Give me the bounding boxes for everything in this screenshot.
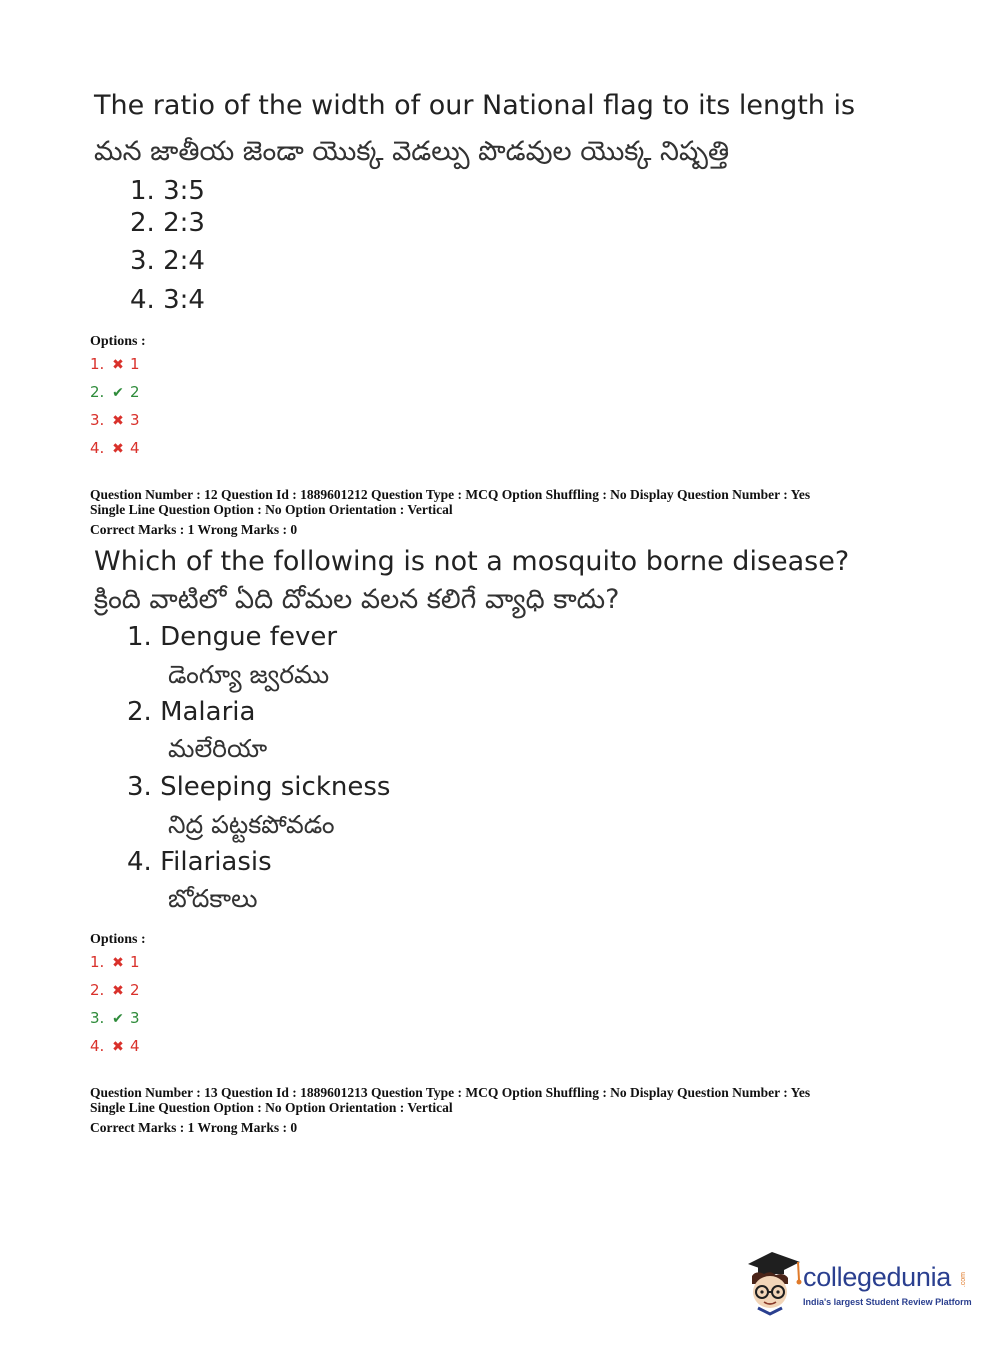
option-row — [90, 1037, 140, 1055]
question-marks: Correct Marks : 1 Wrong Marks : 0 — [90, 522, 298, 537]
wrong-mark-icon: ✖ — [112, 441, 124, 457]
choice-item: 1. Dengue fever — [127, 622, 338, 652]
option-row — [90, 355, 140, 373]
wrong-mark-icon: ✖ — [112, 955, 124, 971]
choice-item: 2. Malaria — [127, 697, 256, 727]
option-value: 1 — [130, 953, 140, 971]
option-number: 2. — [90, 383, 105, 401]
question-meta-line: Question Number : 13 Question Id : 1889601213 Question Type : MCQ Option Shuffling : No Display Question Number : Yes — [90, 1085, 811, 1100]
question-meta-line: Question Number : 12 Question Id : 1889601212 Question Type : MCQ Option Shuffling : No Display Question Number : Yes — [90, 487, 811, 502]
option-value: 2 — [130, 383, 140, 401]
option-number: 2. — [90, 981, 105, 999]
wrong-mark-icon: ✖ — [112, 1039, 124, 1055]
option-value: 2 — [130, 981, 140, 999]
choice-item: 4. Filariasis — [127, 847, 272, 877]
choice-item: 1. 3:5 — [130, 176, 205, 206]
options-label: Options : — [90, 932, 146, 947]
question-meta-line: Single Line Question Option : No Option Orientation : Vertical — [90, 502, 453, 517]
question-11-text-te: మన జాతీయ జెండా యొక్క వెడల్పు పొడవుల యొక్క నిష్పత్తి — [94, 136, 730, 167]
option-row — [90, 981, 140, 999]
choice-item: 3. 2:4 — [130, 246, 205, 276]
logo-domain: .com — [960, 1272, 967, 1288]
option-number: 3. — [90, 411, 105, 429]
question-meta-line: Single Line Question Option : No Option Orientation : Vertical — [90, 1100, 453, 1115]
option-number: 3. — [90, 1009, 105, 1027]
option-value: 4 — [130, 1037, 140, 1055]
choice-item-te: బోదకాలు — [168, 884, 258, 913]
option-row — [90, 383, 140, 401]
option-value: 3 — [130, 411, 140, 429]
option-row — [90, 1009, 140, 1027]
options-label: Options : — [90, 334, 146, 349]
option-number: 1. — [90, 355, 105, 373]
option-number: 1. — [90, 953, 105, 971]
question-12-text-te: క్రింది వాటిలో ఏది దోమల వలన కలిగే వ్యాధి కాదు? — [94, 584, 620, 615]
option-number: 4. — [90, 439, 105, 457]
option-row — [90, 411, 140, 429]
option-row — [90, 439, 140, 457]
collegedunia-logo — [742, 1248, 974, 1318]
wrong-mark-icon: ✖ — [112, 983, 124, 999]
option-value: 4 — [130, 439, 140, 457]
choice-item-te: నిద్ర పట్టకపోవడం — [168, 810, 335, 839]
choice-item: 2. 2:3 — [130, 208, 205, 238]
option-row — [90, 953, 140, 971]
mascot-icon — [742, 1248, 804, 1318]
logo-tagline: India's largest Student Review Platform — [803, 1297, 972, 1307]
choice-item: 4. 3:4 — [130, 285, 205, 315]
wrong-mark-icon: ✖ — [112, 357, 124, 373]
option-number: 4. — [90, 1037, 105, 1055]
question-12-text-en: Which of the following is not a mosquito borne disease? — [94, 546, 850, 577]
wrong-mark-icon: ✖ — [112, 413, 124, 429]
question-marks: Correct Marks : 1 Wrong Marks : 0 — [90, 1120, 298, 1135]
choice-item-te: మలేరియా — [168, 734, 268, 763]
correct-check-icon: ✔ — [112, 1011, 124, 1027]
correct-check-icon: ✔ — [112, 385, 124, 401]
choice-item-te: డెంగ్యూ జ్వరము — [168, 660, 330, 689]
choice-item: 3. Sleeping sickness — [127, 772, 391, 802]
logo-brand-name: collegedunia — [803, 1262, 952, 1292]
option-value: 1 — [130, 355, 140, 373]
question-11-text-en: The ratio of the width of our National flag to its length is — [94, 90, 856, 121]
option-value: 3 — [130, 1009, 140, 1027]
